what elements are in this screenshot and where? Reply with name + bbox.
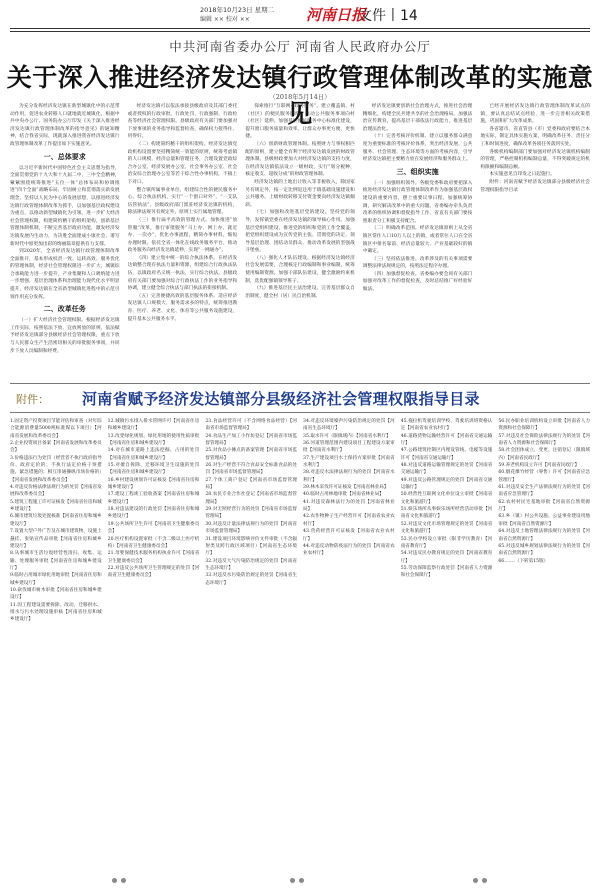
list-column — [498, 418, 590, 870]
list-item: 43.兽药经营许可证核发【河南省农业农村厅】 — [303, 529, 395, 542]
body-paragraph: （一）扩大经济社会管理权限。根据经济发达镇工作实际，按照依法下放、宜放则放的原则，依法赋予经济发达镇部分县级经济社会管理权限，重点下放与人民群众生产生活密切相关的审批服务事项，并同步下放人员编制和经费。 — [10, 318, 120, 354]
list-item: 58.社会团体成立、变更、注销登记（限镇域内）【河南省民政厅】 — [498, 448, 590, 461]
masthead-rule — [10, 28, 590, 29]
list-item: 30.对违反计量法律法规行为的处罚【河南省市场监督管理局】 — [205, 521, 298, 535]
body-paragraph: （二）构建简约精干的组织架构。经济发达镇党政机构设置要坚持精简统一效能的原则，统筹考虑镇的人口规模、经济总量和管理任务，合理设置党政综合办公室、经济发展办公室、社会事务办公室、社会治安综合治理办公室等若干综合性办事机构，不搞上下对口。 — [127, 141, 238, 185]
masthead-rule-thin — [10, 31, 590, 32]
list-item: 32.对违反大气污染防治规定的处罚【河南省生态环境厅】 — [205, 558, 298, 571]
annex-title: 河南省赋予经济发达镇部分县级经济社会管理权限指导目录 — [82, 390, 480, 408]
page-title: 关于深入推进经济发达镇行政管理体制改革的实施意见 — [6, 63, 594, 128]
list-item: 49.对违反公路管理规定的处罚【河南省交通运输厅】 — [400, 477, 493, 491]
list-item: 29.对无照经营行为的处罚【河南省市场监督管理局】 — [205, 507, 298, 520]
list-item: 5.建筑工程施工许可证核发【河南省住房和城乡建设厅】 — [10, 499, 102, 513]
list-item: 62.农村村民宅基地审批【河南省自然资源厅】 — [498, 499, 590, 513]
list-item: 28.农民专业合作社登记【河南省市场监督管理局】 — [205, 492, 298, 505]
list-item: 25.对食品小摊点的备案管理【河南省市场监督管理局】 — [205, 448, 298, 461]
list-item: 1.固定资产投资项目节能评估和审查（对年综合能源消费量5000吨标准煤以下项目）【河南省发展和改革委员会】 — [10, 419, 102, 439]
issue-date: 2018年10月23日 星期二 — [200, 6, 275, 14]
list-column — [303, 418, 395, 870]
list-item: 54.对违反民办教育规定的处罚【河南省教育厅】 — [400, 551, 493, 564]
section-heading: 二、改革任务 — [43, 305, 86, 314]
body-paragraph: （六）创新财政管理体制。按照财力与事权相匹配的原则，建立健全有利于经济发达镇发展的财政管理体制。县级财政要加大对经济发达镇的支持力度，在经济发达镇依法设立一级财政，实行“划分税种、核定收支、超收分成”的财政管理体制。 — [245, 141, 355, 178]
section-label: 文件丨14 — [358, 8, 418, 24]
body-paragraph: 经济发达镇可以依法承接县级政府及其部门委托或者授权的行政审批、行政处罚、行政强制、行政检查等经济社会管理权限。县级政府有关部门要加强对下放事项的业务指导和监督检查，确保权力接得住、用得好。 — [127, 104, 238, 140]
body-paragraph: （三）坚持依法推进。改革涉及的有关事项需要调整法律法规规定的，按照法定程序办理。 — [362, 256, 473, 270]
body-paragraph: 附件：河南省赋予经济发达镇部分县级经济社会管理权限指导目录 — [480, 179, 590, 193]
body-paragraph: （二）明确改革范围。经济发达镇原则上从全省镇区常住人口10万人以上的镇，或者常住人口在全省镇区中排名靠前、经济总量较大、产业基础较好的镇中确定。 — [362, 226, 473, 255]
body-paragraph: 本实施意见自印发之日起施行。 — [489, 172, 556, 178]
list-item: 52.对违反文化市场管理规定的处罚【河南省文化和旅游厅】 — [400, 521, 493, 535]
list-column — [401, 418, 493, 870]
list-item: 34.对违反环境噪声污染防治规定的处罚【河南省生态环境厅】 — [303, 419, 395, 432]
body-paragraph: （九）推进基层民主法治建设。完善基层群众自治制度，健全村（居）民自治机制。 — [245, 286, 355, 299]
body-paragraph: （八）强化人才队伍建设。根据经济发达镇经济社会发展需要，合理核定行政编制和事业编制，统筹使用编制资源，加强干部队伍建设，健全激励约束机制，选优配强镇领导班子。 — [245, 255, 355, 284]
body-paragraph: 到2020年，全省经济发达镇行政管理体制改革全面推开，基本形成权责一致、运转高效、服务优化的管理体制，经济社会管理权限进一步扩大，城镇综合承载能力进一步提升，产业集聚和人口吸纳能力进一步增强，基层治理体系和治理能力现代化水平明显提升，经济发达镇在全省新型城镇化进程中的示范引领作用充分发挥。 — [10, 249, 120, 300]
body-paragraph: 各级机构编制部门要加强对经济发达镇机构编制的管理，严格控制机构编制总量，不得突破规定的机构限额和编制总额。 — [480, 149, 590, 170]
body-column — [245, 103, 355, 379]
newspaper-masthead — [0, 0, 600, 33]
list-item: 10.砍伐城市树木审批【河南省住房和城乡建设厅】 — [10, 587, 102, 601]
annex-header — [10, 383, 590, 413]
list-item: 57.对违反社会保险法律法规行为的处罚【河南省人力资源和社会保障厅】 — [498, 433, 590, 447]
list-item: 31.建设项目环境影响评价文件审批（不含辐射类及跨行政区域项目）【河南省生态环境厅】 — [205, 536, 298, 557]
document-date: （2018年5月14日） — [269, 93, 331, 101]
body-column — [363, 103, 473, 379]
body-column — [10, 103, 120, 379]
issuing-authority: 中共河南省委办公厅 河南省人民政府办公厅 — [169, 39, 431, 54]
list-item: 17.建设工程竣工验收备案【河南省住房和城乡建设厅】 — [107, 492, 200, 505]
list-item: 66.……（下转第15版） — [498, 558, 549, 564]
list-item: 23.食品经营许可（不含网络食品经营）【河南省市场监督管理局】 — [205, 419, 298, 432]
body-column — [128, 103, 238, 379]
list-item: 60.烟花爆竹经营（零售）许可【河南省应急管理厅】 — [498, 470, 590, 483]
list-column — [108, 418, 200, 870]
list-item: 45.拖拉机驾驶培训学校、驾驶培训班资格认定【河南省农业农村厅】 — [400, 419, 493, 432]
list-item: 19.公共场所卫生许可【河南省卫生健康委员会】 — [107, 521, 200, 535]
footer-dot — [482, 878, 487, 883]
footer-dot — [299, 878, 304, 883]
list-item: 24.食品生产加工小作坊登记【河南省市场监督管理局】 — [205, 433, 298, 447]
editor-line: 编辑 ×× 校对 ×× — [200, 16, 250, 23]
list-item: 39.林木采伐许可证核发【河南省林业局】 — [303, 485, 389, 491]
list-item: 27.个体工商户登记【河南省市场监督管理局】 — [205, 477, 298, 491]
body-paragraph: 整合镇所属事业单位，组建综合性的便民服务中心、综合执法机构，实行“一个窗口对外”、“一支队伍管执法”。县级政府部门派驻经济发达镇的机构，除法律法规另有规定外，原则上实行属地管理。 — [127, 187, 238, 216]
list-item: 9.临时占用城市绿化用地审批【河南省住房和城乡建设厅】 — [10, 573, 102, 586]
list-item: 18.对违法建设的行政处罚【河南省住房和城乡建设厅】 — [107, 507, 200, 520]
list-item: 7.设置大型户外广告及在城市建筑物、设施上悬挂、张贴宣传品审批【河南省住房和城乡建设厅】 — [10, 529, 102, 549]
list-item: 15.对擅自拆除、迁移环境卫生设施的处罚【河南省住房和城乡建设厅】 — [107, 463, 200, 476]
body-paragraph: （五）完善便捷高效的基层服务体系。适应经济发达镇人口规模大、服务需求多的特点，统筹推进教育、医疗、养老、文化、体育等公共服务设施建设，提升基本公共服务水平。 — [127, 293, 238, 322]
body-paragraph: 各省辖市、省直管县（市）党委和政府要结合本地实际，制定具体实施方案，明确改革任务、责任分工和时间进度，确保改革各项任务落到实处。 — [480, 126, 590, 147]
body-paragraph: （四）加强督促检查。省委编办要会同有关部门加强对改革工作的督促检查，及时总结推广好经验好做法。 — [362, 271, 473, 293]
section-heading: 一、总体要求 — [43, 152, 86, 161]
list-item: 55.劳动保障监察行政处罚【河南省人力资源和社会保障厅】 — [400, 565, 493, 579]
body-paragraph: （四）建立集中统一的综合执法体系。在经济发达镇整合现有执法力量和资源，组建综合行政执法队伍，以镇政府名义统一执法，实行综合执法。县级政府有关部门要加强对综合行政执法工作的业务指导和协调，建立健全综合执法与部门执法的衔接机制。 — [127, 255, 238, 292]
list-item: 38.对违反水法律法规行为的处罚【河南省水利厅】 — [303, 470, 395, 483]
body-paragraph: （一）加强组织领导。各级党委和政府要把深入推进经济发达镇行政管理体制改革作为加强基层政权建设的重要内容，摆上重要议事日程，加强统筹协调，研究解决改革中的重大问题。省委编办牵头负责改革的组织协调和督促指导工作，省直有关部门要按照职责分工积极支持配合。 — [362, 180, 473, 224]
body-paragraph: （七）加强和改进基层党的建设。坚持党的领导，发挥镇党委在经济发达镇的领导核心作用。加强基层党组织建设，推进党的组织和党的工作全覆盖，把党组织建设成为宣传党的主张、贯彻党的决定、领导基层治理、团结动员群众、推动改革发展的坚强战斗堡垒。 — [245, 210, 355, 254]
article-body — [10, 103, 590, 379]
list-item: 64.对违反土地管理法律法规行为的处罚【河南省自然资源厅】 — [498, 529, 590, 542]
list-item: 37.生产建设项目水土保持方案审批【河南省水利厅】 — [303, 455, 395, 469]
list-item: 41.对违反森林法行为的处罚【河南省林业局】 — [303, 499, 395, 513]
annex-label: 附件： — [16, 393, 49, 406]
list-column — [10, 418, 102, 870]
list-item: 26.对生产经营不符合食品安全标准食品的处罚【河南省市场监督管理局】 — [205, 463, 298, 476]
list-item: 53.民办学校设立审批（限非学历教育）【河南省教育厅】 — [400, 536, 493, 549]
list-item: 47.公路建筑控制区内埋设管线、电缆等设施许可【河南省交通运输厅】 — [400, 448, 493, 461]
list-item: 44.对违反动物防疫法行为的处罚【河南省农业农村厅】 — [303, 543, 395, 557]
list-item: 21.母婴保健技术服务机构执业许可【河南省卫生健康委员会】 — [107, 551, 200, 564]
list-item: 8.从事城市生活垃圾经营性清扫、收集、运输、处理服务审批【河南省住房和城乡建设厅】 — [10, 551, 102, 571]
section-heading: 三、组织实施 — [396, 167, 439, 176]
list-item: 42.农作物种子生产经营许可【河南省农业农村厅】 — [303, 514, 395, 527]
body-paragraph: （三）推行扁平高效的管理方式。加快推进“放管服”改革，推行审批服务“马上办、网上办、就近办、一次办”，优化办事流程，精简办事材料，缩短办理时限。依托全省一体化在线政务服务平台，推动政务服务向经济发达镇延伸，实现“一网通办”。 — [127, 217, 238, 254]
page-footer — [0, 876, 600, 886]
list-item: 46.道路货物运输经营许可【河南省交通运输厅】 — [400, 433, 493, 447]
body-paragraph: 经济发达镇要创新社会治理方式，推进社会治理精细化，构建全民共建共享的社会治理格局。加强法治宣传教育，提高基层干部依法行政能力，推进基层治理法治化。 — [362, 104, 473, 132]
list-item: 12.城镇污水排入排水管网许可【河南省住房和城乡建设厅】 — [107, 419, 200, 432]
list-item: 2.企业投资项目备案【河南省发展和改革委员会】 — [10, 441, 102, 454]
body-paragraph: 为充分发挥经济发达镇在新型城镇化中的示范带动作用，促进农业转移人口就地就近城镇化，根据中共中央办公厅、国务院办公厅印发《关于深入推进经济发达镇行政管理体制改革的指导意见》的通知精神，结合我省实际，现就深入推进我省经济发达镇行政管理体制改革工作提出如下实施意见。 — [10, 104, 120, 147]
list-item: 65.对违反城乡规划法律法规行为的处罚【河南省自然资源厅】 — [498, 543, 590, 557]
list-item: 51.娱乐场所从事娱乐场所经营活动审批【河南省文化和旅游厅】 — [400, 507, 493, 520]
newspaper-logo: 河南日报 — [306, 6, 367, 24]
list-item: 56.民办职业培训机构设立审批【河南省人力资源和社会保障厅】 — [498, 419, 590, 432]
body-paragraph: 探索推行“互联网+政务服务”，建立覆盖镇、村（社区）的便民服务网络，推动公共服务事项向村（社区）延伸。加强基层便民服务中心标准化建设，提升窗口服务质量和效率，让群众办事更方便、更快捷。 — [245, 104, 355, 140]
list-item: 40.临时占用林地审批【河南省林业局】 — [303, 492, 384, 498]
list-item: 63.乡（镇）村公共设施、公益事业建设用地审批【河南省自然资源厅】 — [498, 514, 590, 527]
list-item: 6.城市建筑垃圾处置核准【河南省住房和城乡建设厅】 — [10, 514, 102, 527]
list-item: 33.对违反水污染防治规定的处罚【河南省生态环境厅】 — [205, 573, 298, 586]
footer-dot — [112, 878, 117, 883]
list-item: 3.价格违法行为处罚（经营者不执行政府指导价、政府定价的；不执行法定价格干预措施、紧急措施的；相互串通操纵市场价格的）【河南省发展和改革委员会】 — [10, 455, 102, 483]
footer-dot — [121, 878, 126, 883]
body-column — [480, 103, 590, 379]
list-item: 35.取水许可（限镇域内）【河南省水利厅】 — [303, 433, 391, 439]
list-item: 20.医疗机构设置审批（不含二级以上医疗机构）【河南省卫生健康委员会】 — [107, 536, 200, 549]
list-item: 59.养老机构设立许可【河南省民政厅】 — [498, 463, 580, 469]
list-item: 13.改变绿化规划、绿化用地的使用性质审批【河南省住房和城乡建设厅】 — [107, 433, 200, 447]
body-paragraph: 以习近平新时代中国特色社会主义思想为指导，全面贯彻党的十九大和十九届二中、三中全会精神，紧紧围绕统筹推进“五位一体”总体布局和协调推进“四个全面”战略布局，牢固树立和贯彻落实新发展理念，坚持以人民为中心的发展思想，以推进经济发达镇行政管理体制改革为抓手，以加强基层政权建设为重点，以推动新型城镇化为引领，进一步扩大经济社会管理权限，构建简约精干的组织架构，创新基层管理体制机制，不断完善基层政府功能，激发经济发达镇发展内生动力，为决胜全面建成小康社会、谱写新时代中原更加出彩的绚丽篇章提供有力支撑。 — [10, 165, 120, 247]
annex-list — [10, 418, 590, 870]
list-item: 22.对违反公共场所卫生管理规定的处罚【河南省卫生健康委员会】 — [107, 565, 200, 579]
list-item: 4.对违反价格法律法规行为的处罚【河南省发展和改革委员会】 — [10, 485, 102, 498]
list-column — [205, 418, 297, 870]
list-item: 36.河道管理范围内建设项目工程建设方案审批【河南省水利厅】 — [303, 441, 395, 454]
footer-dot — [290, 878, 295, 883]
list-item: 61.对违反安全生产法律法规行为的处罚【河南省应急管理厅】 — [498, 485, 590, 498]
body-paragraph: （十）完善考核评价机制。建立以服务群众满意度为重要标准的考核评价体系，突出经济发展、公共服务、社会管理、生态环境等方面的考核内容，引导经济发达镇把主要精力放在发展经济和服务群众上。 — [362, 134, 473, 163]
list-item: 48.对违反道路运输管理规定的处罚【河南省交通运输厅】 — [400, 463, 493, 476]
list-item: 16.乡村建设规划许可证核发【河南省住房和城乡建设厅】 — [107, 477, 200, 491]
body-paragraph: 经济发达镇的土地出让收入等非税收入，除国家另有规定外，按一定比例返还用于镇基础设施建设和公共服务。上级财政转移支付资金要向经济发达镇倾斜。 — [245, 179, 355, 208]
footer-dot — [473, 878, 478, 883]
body-paragraph: 已经开展经济发达镇行政管理体制改革试点的镇，要认真总结试点经验，进一步完善相关政策措施，巩固和扩大改革成果。 — [480, 104, 590, 125]
list-item: 50.经营性互联网文化单位设立审批【河南省文化和旅游厅】 — [400, 492, 493, 505]
list-item: 14.对在城市道路上违法挖掘、占用的处罚【河南省住房和城乡建设厅】 — [107, 448, 200, 461]
list-item: 11.因工程建设需要拆除、改动、迁移供水、排水与污水处理设施审核【河南省住房和城乡建设厅】 — [10, 602, 102, 623]
